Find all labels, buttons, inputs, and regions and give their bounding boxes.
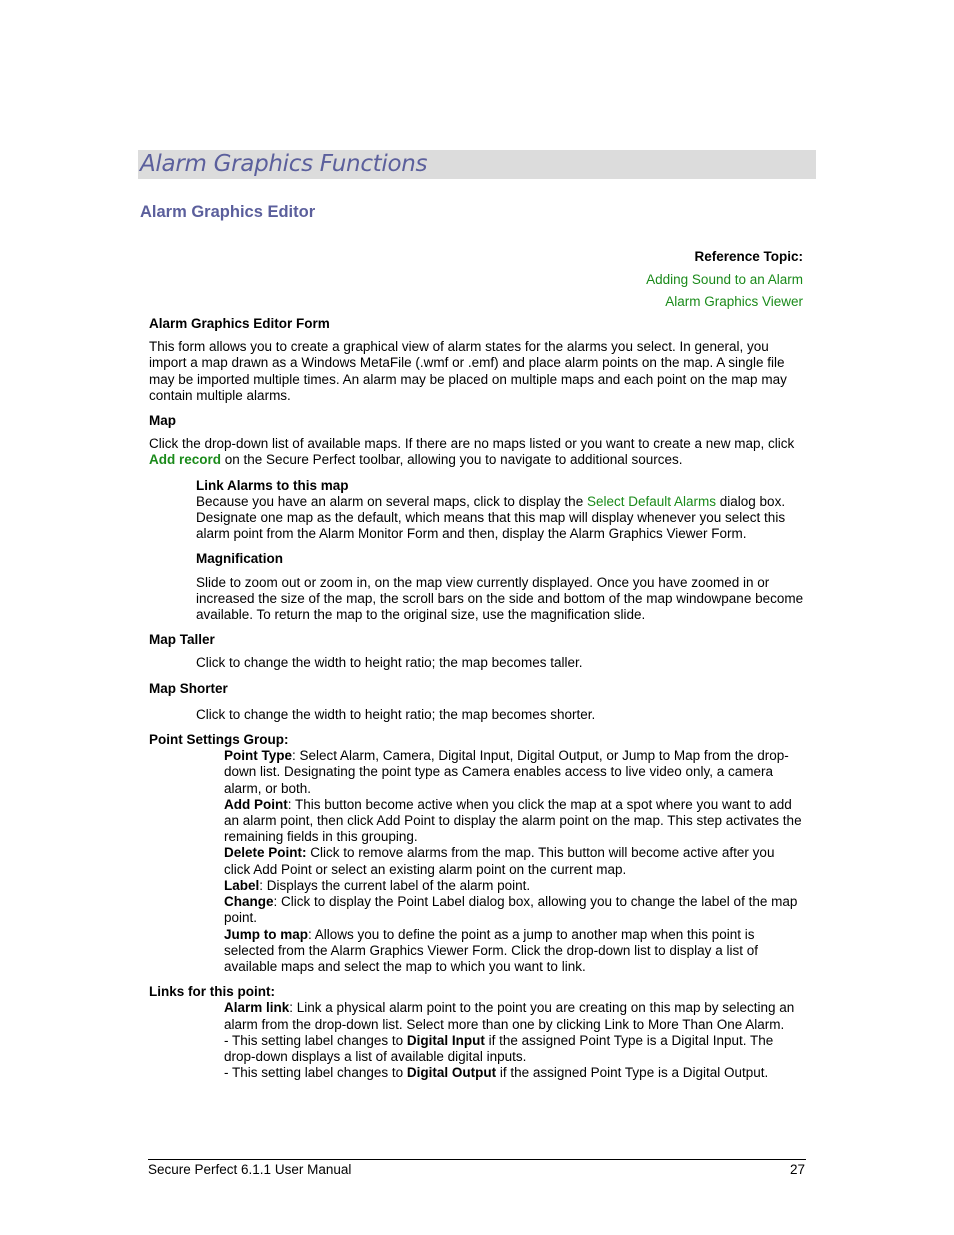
jump-to-map-item: Jump to map: Allows you to define the point as a jump to another map when this point is selected from the Alarm Graphics Viewer Form. Click the drop-down list to display a list of available maps and select the map to which you want to link. bbox=[224, 926, 758, 974]
page-title-bar bbox=[138, 150, 816, 179]
delete-point-item: Delete Point: Click to remove alarms from the map. This button will become active after you click Add Point or select an existing alarm point on the current map. bbox=[224, 845, 775, 877]
map-shorter-text: Click to change the width to height ratio; the map becomes shorter. bbox=[196, 706, 596, 722]
point-type-item: Point Type: Select Alarm, Camera, Digital Input, Digital Output, or Jump to Map from the drop-down list. Designating the point type as Camera enables access to live video only, a camera alarm, or both. bbox=[224, 748, 789, 796]
reference-topic-heading: Reference Topic: bbox=[694, 249, 803, 264]
add-record-link[interactable]: Add record bbox=[149, 452, 222, 468]
label-item: Label: Displays the current label of the alarm point. bbox=[224, 877, 531, 893]
add-point-item: Add Point: This button become active when you click the map at a spot where you want to add an alarm point, then click Add Point to display the alarm point on the map. This step activates the remaining fields in this grouping. bbox=[224, 796, 802, 845]
links-point-list bbox=[224, 1000, 804, 1081]
map-taller-text: Click to change the width to height ratio; the map becomes taller. bbox=[196, 655, 583, 671]
links-point-heading: Links for this point: bbox=[149, 984, 275, 1000]
change-item: Change: Click to display the Point Label dialog box, allowing you to change the label of the map point. bbox=[224, 894, 798, 926]
point-settings-list bbox=[224, 748, 804, 975]
link-alarm-graphics-viewer[interactable]: Alarm Graphics Viewer bbox=[665, 294, 803, 309]
link-alarms-text: Because you have an alarm on several maps, click to display the Select Default Alarms dialog box. Designate one map as the default, which means that this map will display whenever you select this alarm point from the Alarm Monitor Form and then, display the Alarm Graphics Viewer Form. bbox=[196, 493, 786, 542]
magnification-heading: Magnification bbox=[196, 551, 283, 567]
main-content bbox=[149, 316, 804, 1081]
link-adding-sound[interactable]: Adding Sound to an Alarm bbox=[646, 271, 803, 287]
footer-page-number: 27 bbox=[789, 1162, 805, 1177]
point-settings-heading: Point Settings Group: bbox=[149, 732, 289, 748]
page-title: Alarm Graphics Functions bbox=[140, 151, 428, 177]
reference-topic-block bbox=[646, 246, 803, 314]
digital-output-note: - This setting label changes to Digital Output if the assigned Point Type is a Digital Output. bbox=[224, 1065, 769, 1081]
map-taller-heading: Map Taller bbox=[149, 632, 215, 648]
link-alarms-heading: Link Alarms to this map bbox=[196, 477, 349, 493]
magnification-text: Slide to zoom out or zoom in, on the map view currently displayed. Once you have zoomed in or increased the size of the map, the scroll bars on the side and bottom of the map windowpane become available. To return the map to the original size, use the magnification slide. bbox=[196, 574, 804, 623]
map-shorter-heading: Map Shorter bbox=[149, 680, 228, 696]
footer-divider bbox=[148, 1159, 806, 1160]
map-text: Click the drop-down list of available maps. If there are no maps listed or you want to create a new map, click Add record on the Secure Perfect toolbar, allowing you to navigate to additional sources. bbox=[149, 436, 795, 468]
select-default-alarms-link[interactable]: Select Default Alarms bbox=[586, 493, 717, 509]
footer-manual-title: Secure Perfect 6.1.1 User Manual bbox=[148, 1162, 352, 1177]
alarm-link-item: Alarm link: Link a physical alarm point to the point you are creating on this map by selecting an alarm from the drop-down list. Select more than one by clicking Link to More Than One Alarm. bbox=[224, 1000, 795, 1032]
form-heading: Alarm Graphics Editor Form bbox=[149, 316, 330, 331]
map-heading: Map bbox=[149, 413, 176, 429]
section-title: Alarm Graphics Editor bbox=[140, 203, 316, 221]
form-text: This form allows you to create a graphical view of alarm states for the alarms you select. In general, you import a map drawn as a Windows MetaFile (.wmf or .emf) and place alarm points on the map. A single file may be imported multiple times. An alarm may be placed on multiple maps and each point on the map may contain multiple alarms. bbox=[149, 339, 787, 403]
digital-input-note: - This setting label changes to Digital Input if the assigned Point Type is a Digital Input. The drop-down displays a list of available digital inputs. bbox=[224, 1032, 774, 1064]
